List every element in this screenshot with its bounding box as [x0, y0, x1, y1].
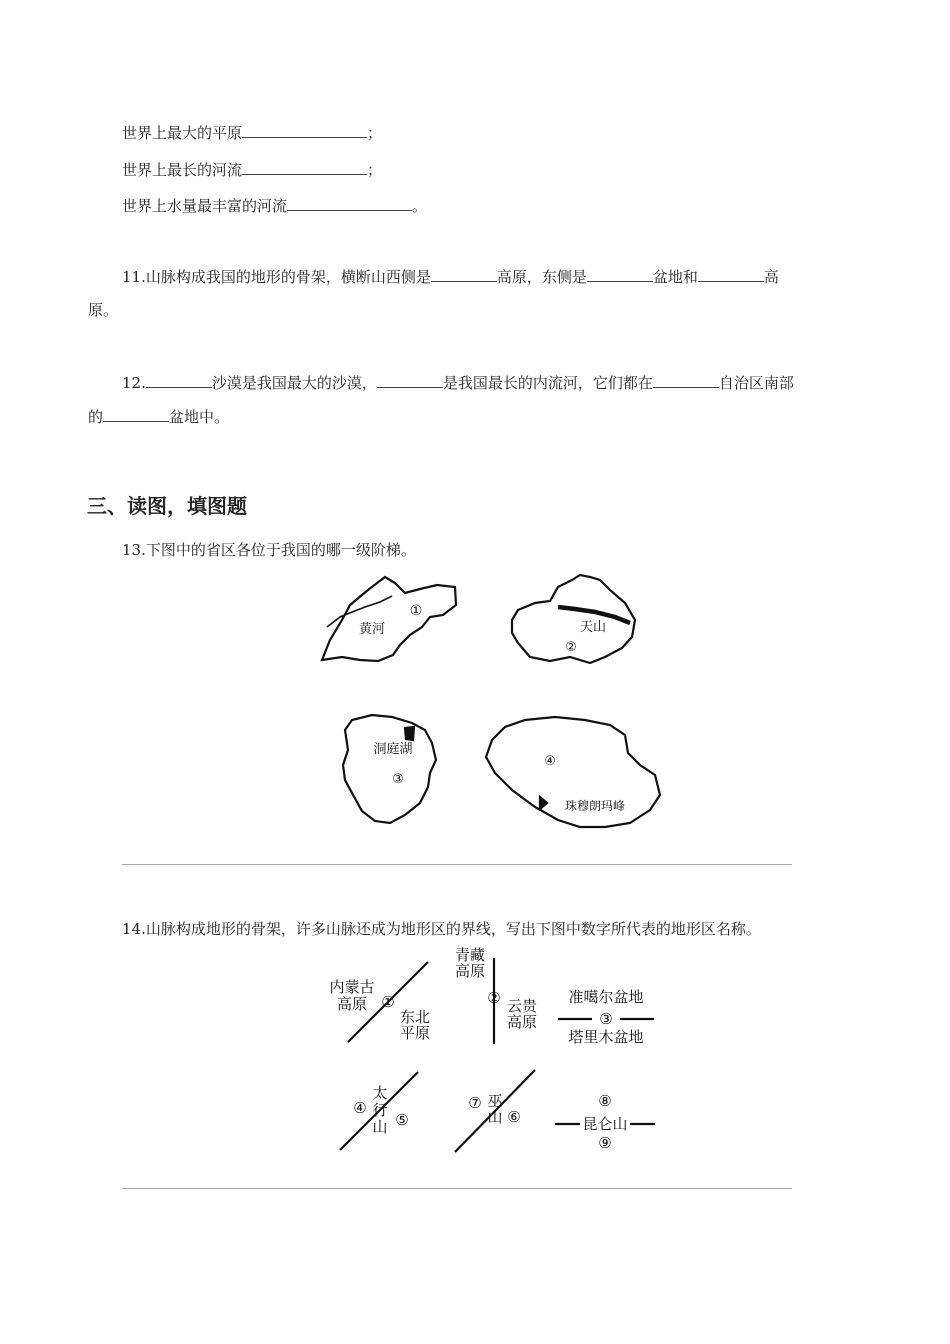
answer-blank[interactable]: [431, 267, 497, 282]
answer-blank[interactable]: [287, 196, 412, 211]
mountain-boundaries-figure: [0, 940, 950, 1160]
boundary-diagram-6: [555, 1092, 655, 1152]
fill-line-water: 世界上水量最丰富的河流 。: [122, 197, 428, 215]
svg-text:内蒙古: 内蒙古: [329, 978, 375, 996]
svg-text:山: 山: [372, 1118, 388, 1136]
map-3-label: 洞庭湖: [373, 742, 413, 757]
svg-text:平原: 平原: [399, 1024, 431, 1042]
map-2-label: 天山: [579, 620, 607, 635]
diagram-4-number-left: ④: [353, 1099, 367, 1117]
svg-text:行: 行: [372, 1101, 388, 1119]
province-map-3: [343, 715, 436, 823]
svg-text:准噶尔盆地: 准噶尔盆地: [568, 988, 644, 1006]
boundary-diagram-3: [558, 988, 654, 1046]
map-4-label: 珠穆朗玛峰: [564, 799, 626, 813]
map-1-label: 黄河: [358, 622, 386, 637]
province-map-4: [486, 717, 660, 827]
map-4-number: ④: [544, 754, 556, 769]
boundary-diagram-5: [455, 1070, 535, 1152]
fill-line-text: 世界上水量最丰富的河流: [122, 197, 288, 215]
province-maps-figure: [0, 565, 950, 855]
answer-blank[interactable]: [242, 160, 367, 175]
diagram-1-number: ①: [381, 993, 395, 1011]
answer-blank[interactable]: [377, 373, 443, 388]
question-11-line1: 11.山脉构成我国的地形的骨架，横断山西侧是 高原，东侧是 盆地和 高: [122, 268, 779, 286]
fill-line-text: 世界上最长的河流: [122, 161, 243, 179]
diagram-5-number-left: ⑦: [468, 1094, 482, 1112]
province-map-2: [512, 575, 635, 663]
answer-rule-13: [122, 864, 792, 865]
map-2-number: ②: [565, 640, 577, 655]
boundary-diagram-4: [340, 1072, 418, 1150]
svg-text:太: 太: [372, 1084, 388, 1102]
svg-text:东北: 东北: [399, 1008, 431, 1026]
diagram-5-number-right: ⑥: [507, 1108, 521, 1126]
question-12-line1: 12. 沙漠是我国最大的沙漠， 是我国最长的内流河，它们都在 自治区南部: [122, 374, 794, 392]
boundary-diagram-2: [455, 946, 538, 1044]
svg-text:高原: 高原: [454, 962, 486, 980]
answer-blank[interactable]: [587, 267, 653, 282]
fill-line-text: 世界上最大的平原: [122, 124, 243, 142]
svg-text:高原: 高原: [506, 1013, 538, 1031]
diagram-2-number: ②: [487, 989, 501, 1007]
map-3-number: ③: [392, 772, 404, 787]
province-map-1: [322, 577, 456, 661]
answer-blank[interactable]: [103, 407, 169, 422]
boundary-diagram-1: [329, 962, 430, 1042]
svg-text:巫: 巫: [487, 1092, 503, 1110]
fill-line-plain: 世界上最大的平原 ；: [122, 124, 383, 142]
svg-text:昆仑山: 昆仑山: [582, 1115, 628, 1133]
diagram-6-number-top: ⑧: [598, 1092, 612, 1110]
question-12-line2: 的 盆地中。: [88, 408, 230, 426]
answer-blank[interactable]: [653, 373, 719, 388]
diagram-4-number-right: ⑤: [395, 1111, 409, 1129]
fill-line-river: 世界上最长的河流 ；: [122, 161, 383, 179]
question-11-line2: 原。: [88, 301, 119, 319]
svg-text:云贵: 云贵: [506, 997, 538, 1015]
diagram-3-number: ③: [599, 1010, 613, 1028]
answer-rule-14: [122, 1188, 792, 1189]
answer-blank[interactable]: [698, 267, 764, 282]
svg-text:高原: 高原: [336, 995, 368, 1013]
svg-text:塔里木盆地: 塔里木盆地: [568, 1028, 644, 1046]
svg-text:青藏: 青藏: [454, 946, 486, 964]
map-1-number: ①: [409, 603, 423, 619]
answer-blank[interactable]: [146, 373, 212, 388]
diagram-6-number-bottom: ⑨: [598, 1134, 612, 1152]
question-13-text: 13.下图中的省区各位于我国的哪一级阶梯。: [122, 541, 416, 559]
question-14-text: 14.山脉构成地形的骨架，许多山脉还成为地形区的界线，写出下图中数字所代表的地形区名称。: [122, 920, 761, 938]
section-title: 三、读图，填图题: [87, 494, 247, 518]
svg-text:山: 山: [487, 1108, 503, 1126]
answer-blank[interactable]: [242, 123, 367, 138]
